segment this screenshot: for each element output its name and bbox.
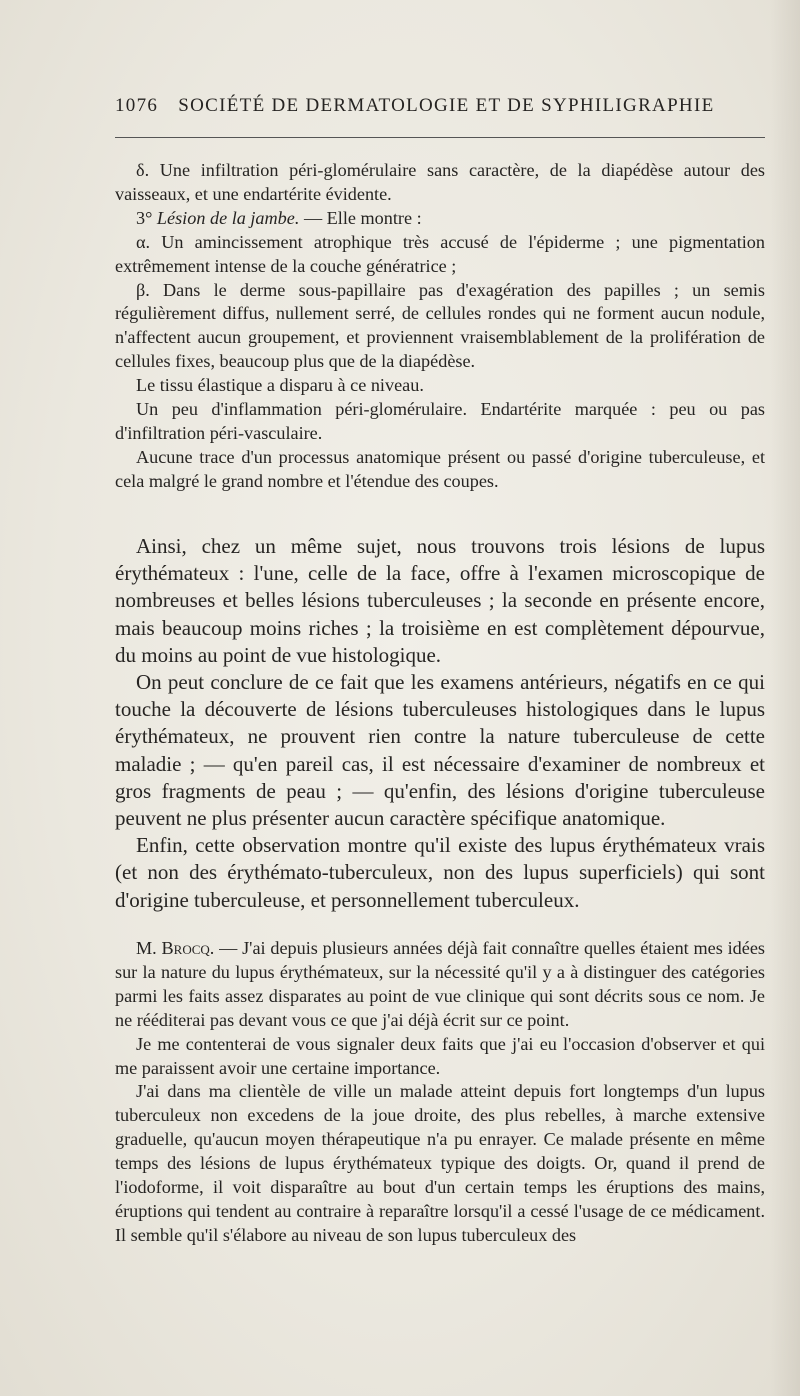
paragraph-ainsi: Ainsi, chez un même sujet, nous trouvons trois lésions de lupus érythémateux : l'une, celle de la face, offre à l'examen microscopique de nombreuses et belles lésions tuberculeuses ; la seconde en présente encore, mais beaucoup moins riches ; la troisième en est complètement dépourvue, du moins au point de vue histologique. xyxy=(115,534,765,667)
running-header xyxy=(115,95,765,123)
paragraph-enfin: Enfin, cette observation montre qu'il existe des lupus érythémateux vrais (et non des érythémato-tuberculeux, non des lupus superficiels) qui sont d'origine tuberculeuse, et personnellement tuberculeux. xyxy=(115,833,765,912)
paragraph-contenterai: Je me contenterai de vous signaler deux faits que j'ai eu l'occasion d'observer et qui me paraissent avoir une certaine importance. xyxy=(115,1033,765,1078)
observation-continuation xyxy=(115,159,765,494)
item-number: 3° xyxy=(136,207,153,228)
paragraph-beta: β. Dans le derme sous-papillaire pas d'exagération des papilles ; un semis régulièrement diffus, nullement serré, de cellules rondes qui ne forment aucun nodule, n'affectent aucun groupement, et proviennent vraisemblablement de la prolifération de cellules fixes, beaucoup plus que de la diapédèse. xyxy=(115,279,765,372)
paragraph-elastic: Le tissu élastique a disparu à ce niveau. xyxy=(136,375,424,396)
paragraph-lesion-jambe xyxy=(115,207,765,231)
page-edge-shading xyxy=(770,0,800,1396)
paragraph-alpha: α. Un amincissement atrophique très accusé de l'épiderme ; une pigmentation extrêmement intense de la couche génératrice ; xyxy=(115,231,765,276)
subsection-title: Lésion de la jambe. xyxy=(156,207,300,228)
paragraph-inflammation: Un peu d'inflammation péri-glomérulaire. Endartérite marquée : peu ou pas d'infiltration péri-vasculaire. xyxy=(115,399,765,443)
brocq-text: — J'ai depuis plusieurs années déjà fait connaître quelles étaient mes idées sur la nature du lupus érythémateux, sur la nécessité qu'il y a à distinguer des catégories parmi les faits assez disparates au point de vue clinique qui sont décrits sous ce nom. Je ne rééditerai pas devant vous ce que j'ai déjà écrit sur ce point. xyxy=(115,938,765,1030)
running-title: SOCIÉTÉ DE DERMATOLOGIE ET DE SYPHILIGRAPHIE xyxy=(178,95,715,116)
paragraph-brocq xyxy=(115,937,765,1033)
paragraph-conclure: On peut conclure de ce fait que les examens antérieurs, négatifs en ce qui touche la découverte de lésions tuberculeuses histologiques dans le lupus érythémateux, ne prouvent rien contre la nature tuberculeuse de cette maladie ; — qu'en pareil cas, il est nécessaire d'examiner de nombreux et gros fragments de peau ; — qu'enfin, des lésions d'origine tuberculeuse peuvent ne plus présenter aucun caractère spécifique anatomique. xyxy=(115,670,765,831)
paragraph-clientele: J'ai dans ma clientèle de ville un malade atteint depuis fort longtemps d'un lupus tuberculeux non excedens de la joue droite, des plus rebelles, à marche extensive graduelle, qu'aucun moyen thérapeutique n'a pu enrayer. Ce malade présente en même temps des lésions de lupus érythémateux typique des doigts. Or, quand il prend de l'iodoforme, il voit disparaître au bout d'un certain temps les éruptions des mains, éruptions qui tendent au contraire à reparaître lorsqu'il a cessé l'usage de ce médicament. Il semble qu'il s'élabore au niveau de son lupus tuberculeux des xyxy=(115,1081,765,1245)
paragraph-delta: δ. Une infiltration péri-glomérulaire sans caractère, de la diapédèse autour des vaisseaux, et une endartérite évidente. xyxy=(115,160,765,204)
header-rule xyxy=(115,137,765,138)
page-number: 1076 xyxy=(115,95,159,116)
paragraph-aucune: Aucune trace d'un processus anatomique présent ou passé d'origine tuberculeuse, et cela malgré le grand nombre et l'étendue des coupes. xyxy=(115,446,765,491)
conclusion-section xyxy=(115,533,765,914)
speaker-name: M. Brocq. xyxy=(136,938,215,958)
discussion-section xyxy=(115,937,765,1248)
subsection-lead: — Elle montre : xyxy=(299,207,422,228)
